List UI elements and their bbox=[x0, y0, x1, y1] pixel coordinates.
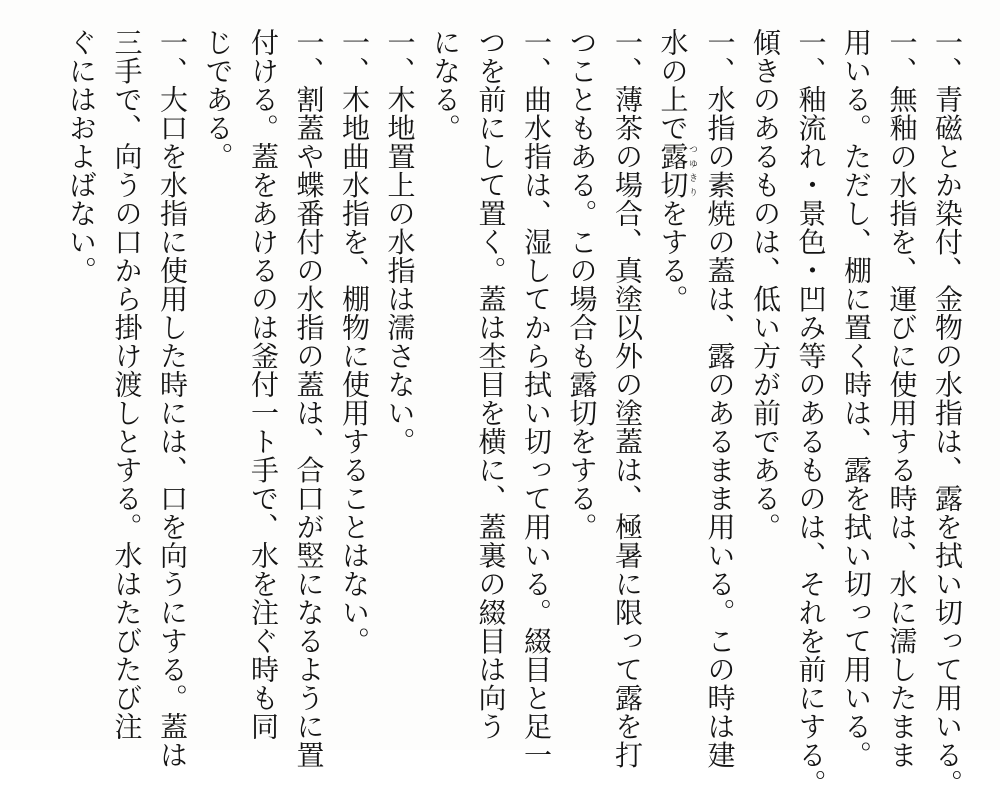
ruby-annotation bbox=[656, 142, 697, 199]
text-line: 用いる。ただし、棚に置く時は、露を拭い切って用いる。 bbox=[840, 28, 873, 769]
text-line: 一、水指の素焼の蓋は、露のあるまま用いる。この時は建 bbox=[703, 28, 737, 769]
text-line-with-ruby: 水の上で露切つゆきりをする。 bbox=[656, 28, 697, 313]
text-line: 一、曲水指は、湿してから拭い切って用いる。綴目と足一 bbox=[520, 28, 553, 769]
text-line: つこともある。この場合も露切をする。 bbox=[565, 28, 599, 541]
text-line: 傾きのあるものは、低い方が前である。 bbox=[749, 28, 782, 541]
text-line: 一、割蓋や蝶番付の水指の蓋は、合口が竪になるように置 bbox=[292, 28, 326, 769]
ruby-reading: つゆきり bbox=[687, 142, 697, 199]
text-line: じである。 bbox=[201, 28, 235, 171]
text-line: ぐにはおよばない。 bbox=[65, 28, 98, 285]
text-line: つを前にして置く。蓋は杢目を横に、蓋裏の綴目は向う bbox=[474, 28, 508, 741]
text-line: 一、釉流れ・景色・凹み等のあるものは、それを前にする。 bbox=[794, 28, 828, 798]
text-line: 三手で、向うの口から掛け渡しとする。水はたびたび注 bbox=[110, 28, 144, 741]
ruby-base: 露切 bbox=[656, 142, 690, 199]
text-line: 一、無釉の水指を、運びに使用する時は、水に濡したまま bbox=[885, 28, 919, 769]
text-line: になる。 bbox=[429, 28, 462, 142]
text-line: 一、木地曲水指を、棚物に使用することはない。 bbox=[338, 28, 371, 655]
text-line: 一、薄茶の場合、真塗以外の塗蓋は、極暑に限って露を打 bbox=[611, 28, 644, 769]
vertical-text-body bbox=[59, 28, 971, 798]
text-line: 一、青磁とか染付、金物の水指は、露を拭い切って用いる。 bbox=[931, 28, 964, 798]
text-line: 一、木地置上の水指は濡さない。 bbox=[383, 28, 417, 456]
text-line: 一、大口を水指に使用した時には、口を向うにする。蓋は bbox=[156, 28, 189, 769]
text-line: 付ける。蓋をあけるのは釜付一ト手で、水を注ぐ時も同 bbox=[247, 28, 280, 741]
